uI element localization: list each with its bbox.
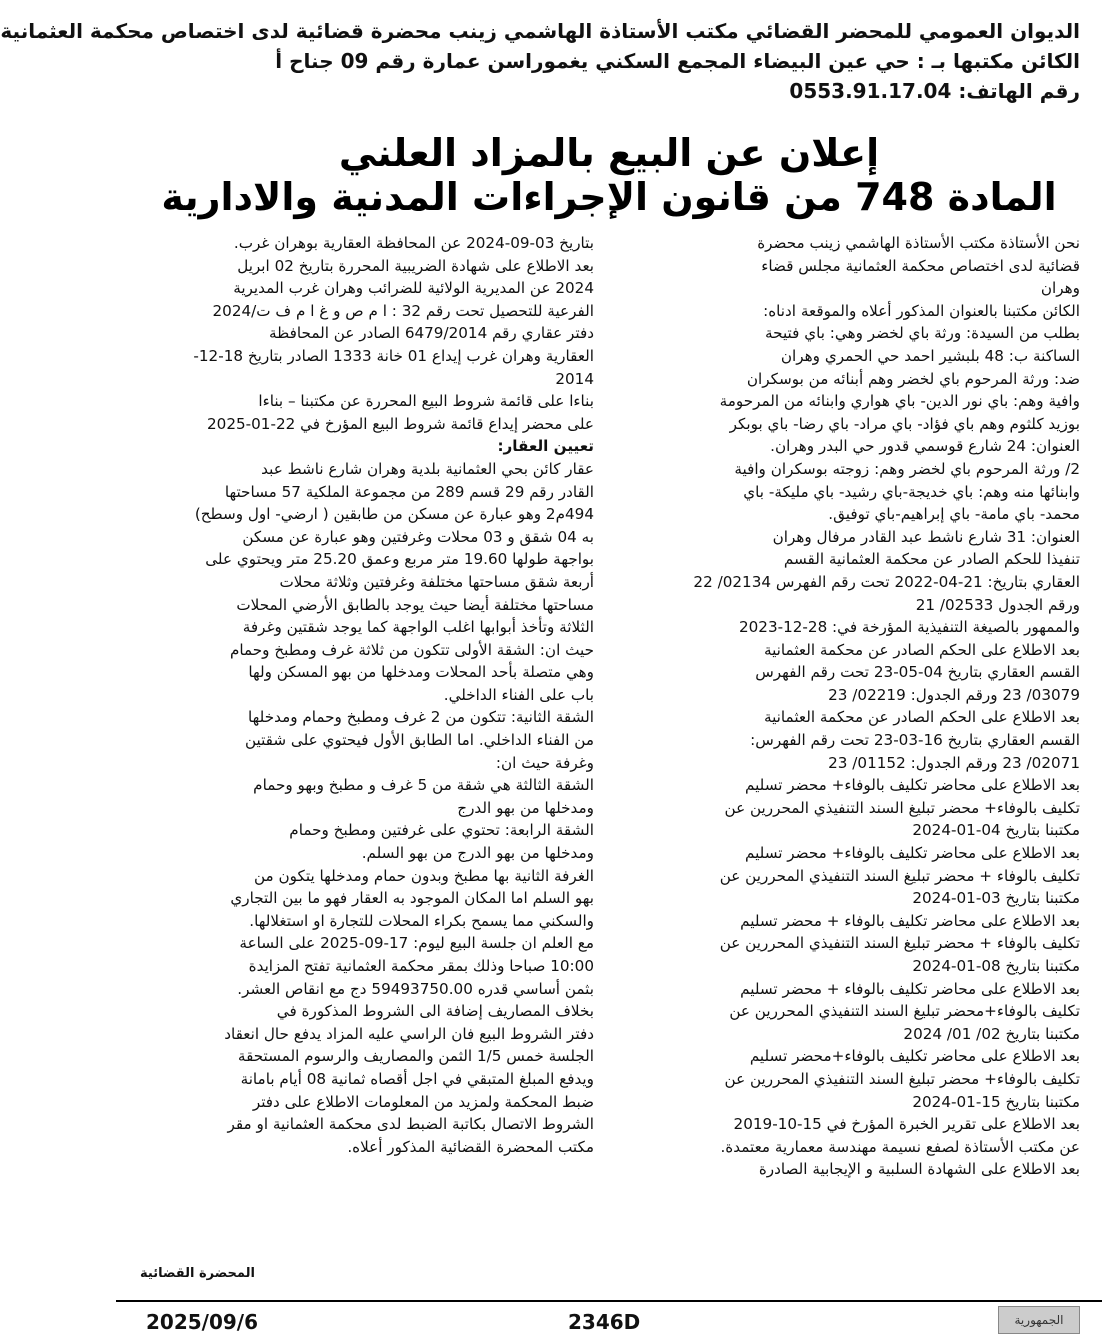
- text-line: على محضر إيداع قائمة شروط البيع المؤرخ في 22-01-2025: [207, 414, 594, 433]
- text-line: 02071/ 23 ورقم الجدول: 01152/ 23: [828, 753, 1080, 772]
- text-line: 494م2 وهو عبارة عن مسكن من طابقين ( ارضي- اول وسطح): [194, 505, 594, 524]
- text-line: تكليف بالوفاء+ محضر تبليغ السند التنفيذي المحررين عن: [724, 1069, 1080, 1088]
- text-line: بعد الاطلاع على الحكم الصادر عن محكمة العثمانية: [763, 640, 1080, 659]
- text-line: والسكني مما يسمح بكراء المحلات للتجارة او استغلالها.: [249, 911, 594, 930]
- text-line: مكتبنا بتاريخ 03-01-2024: [912, 889, 1080, 908]
- text-line: وهران: [1040, 279, 1080, 298]
- text-line: الكائن مكتبنا بالعنوان المذكور أعلاه والموقعة ادناه:: [763, 301, 1080, 320]
- text-line: العنوان: 24 شارع قوسمي قدور حي البدر وهران.: [770, 437, 1080, 456]
- text-line: عقار كائن بحي العثمانية بلدية وهران شارع ناشط عبد: [261, 459, 594, 478]
- text-line: نحن الأستاذة مكتب الأستاذة الهاشمي زينب محضرة: [757, 234, 1080, 252]
- newspaper-logo: الجمهورية: [998, 1306, 1080, 1334]
- text-line: وافية وهم: باي نور الدين- باي هواري وابنائه من المرحومة: [719, 392, 1080, 411]
- text-line: بعد الاطلاع على محاضر تكليف بالوفاء+ محضر تسليم: [744, 844, 1080, 863]
- text-line: بعد الاطلاع على محاضر تكليف بالوفاء+ محضر تسليم: [744, 776, 1080, 795]
- text-line: مكتبنا بتاريخ 04-01-2024: [912, 821, 1080, 840]
- text-line: بناءا على قائمة شروط البيع المحررة عن مكتبنا – بناءا: [258, 392, 594, 411]
- text-line: القادر رقم 29 قسم 289 من مجموعة الملكية 57 مساحتها: [224, 482, 594, 501]
- text-line: العقارية وهران غرب إيداع 01 خانة 1333 الصادر بتاريخ 18-12-: [193, 346, 594, 365]
- announcement-header: [0, 16, 1080, 106]
- text-line: 10:00 صباحا وذلك بمقر محكمة العثمانية تفتح المزايدة: [248, 957, 594, 975]
- text-line: تنفيذا للحكم الصادر عن محكمة العثمانية القسم: [783, 550, 1080, 569]
- announcement-title: إعلان عن البيع بالمزاد العلني: [338, 131, 880, 175]
- text-line: مكتبنا بتاريخ 15-01-2024: [912, 1092, 1080, 1111]
- text-line: 03079/ 23 ورقم الجدول: 02219/ 23: [828, 685, 1080, 704]
- text-line: مكتبنا بتاريخ 02/ 01/ 2024: [903, 1024, 1080, 1043]
- text-line: بثمن أساسي قدره 59493750.00 دج مع انقاص العشر.: [237, 979, 594, 998]
- text-line: تكليف بالوفاء+محضر تبليغ السند التنفيذي المحررين عن: [729, 1002, 1080, 1021]
- text-line: تكليف بالوفاء + محضر تبليغ السند التنفيذي المحررين عن: [719, 934, 1080, 953]
- text-line: بعد الاطلاع على الشهادة السلبية و الإيجابية الصادرة: [758, 1160, 1080, 1179]
- text-line: 2014: [555, 369, 594, 388]
- text-line: بعد الاطلاع على الحكم الصادر عن محكمة العثمانية: [763, 708, 1080, 727]
- text-line: الساكنة ب: 48 بلبشير احمد حي الحمري وهران: [780, 346, 1080, 365]
- text-line: بعد الاطلاع على شهادة الضريبية المحررة بتاريخ 02 ابريل: [237, 256, 594, 275]
- text-line: تكليف بالوفاء + محضر تبليغ السند التنفيذي المحررين عن: [719, 866, 1080, 885]
- text-line: بعد الاطلاع على محاضر تكليف بالوفاء + محضر تسليم: [740, 911, 1080, 930]
- footer-date: 2025/09/6: [146, 1310, 259, 1334]
- text-line: العقاري بتاريخ: 21-04-2022 تحت رقم الفهرس 02134/ 22: [693, 572, 1080, 591]
- text-line: بعد الاطلاع على محاضر تكليف بالوفاء + محضر تسليم: [740, 979, 1080, 998]
- text-line: الغرفة الثانية بها مطبخ وبدون حمام ومدخلها يتكون من: [253, 866, 594, 885]
- text-line: الشقة الثانية: تتكون من 2 غرف ومطبخ وحمام ومدخلها: [248, 708, 594, 727]
- text-line: الشقة الثالثة هي شقة من 5 غرف و مطبخ وبهو وحمام: [253, 776, 594, 795]
- text-line: به 04 شقق و 03 محلات وغرفتين وهو عبارة عن مسكن: [242, 527, 594, 546]
- text-line: الثلاثة وتأخذ أبوابها اغلب الواجهة كما يوجد شقتين وغرفة: [242, 618, 594, 637]
- header-line-2: الكائن مكتبها بـ : حي عين البيضاء المجمع السكني يغموراسن عمارة رقم 09 جناح أ: [275, 49, 1080, 73]
- text-line: مكتبنا بتاريخ 08-01-2024: [912, 957, 1080, 975]
- text-line: محمد- باي مامة- باي إبراهيم-باي توفيق.: [828, 505, 1080, 524]
- text-line: ورقم الجدول 02533/ 21: [915, 595, 1080, 614]
- text-line: الشروط الاتصال بكاتبة الضبط لدى محكمة العثمانية او مقر: [227, 1115, 594, 1134]
- text-line: بخلاف المصاريف إضافة الى الشروط المذكورة في: [276, 1002, 594, 1021]
- text-line: بواجهة طولها 19.60 متر مربع وعمق 25.20 متر ويحتوي على: [205, 550, 594, 569]
- announcement-subtitle: المادة 748 من قانون الإجراءات المدنية والادارية: [161, 175, 1057, 219]
- text-line: باب على الفناء الداخلي.: [443, 685, 594, 704]
- text-line: مع العلم ان جلسة البيع ليوم: 17-09-2025 على الساعة: [239, 934, 594, 953]
- text-line: بعد الاطلاع على تقرير الخبرة المؤرخ في 15-10-2019: [733, 1115, 1080, 1134]
- text-line: 2/ ورثة المرحوم باي لخضر وهم: زوجته بوسكران وافية: [734, 459, 1080, 478]
- text-line: وابنائها منه وهم: باي خديجة-باي رشيد- باي مليكة- باي: [743, 482, 1080, 501]
- text-line: القسم العقاري بتاريخ 16-03-23 تحت رقم الفهرس:: [750, 731, 1080, 750]
- text-line: بطلب من السيدة: ورثة باي لخضر وهي: باي فتيحة: [765, 324, 1080, 343]
- text-line: القسم العقاري بتاريخ 04-05-23 تحت رقم الفهرس: [755, 663, 1080, 682]
- text-line: مساحتها مختلفة أيضا حيث يوجد بالطابق الأرضي المحلات: [236, 595, 594, 614]
- text-line: العنوان: 31 شارع ناشط عبد القادر مرفال وهران: [772, 527, 1080, 546]
- right-text-column: [608, 232, 1080, 1181]
- text-line: ومدخلها من بهو الدرج من بهو السلم.: [361, 844, 594, 863]
- text-line: ومدخلها من بهو الدرج: [457, 798, 594, 817]
- text-line: بهو السلم اما المكان الموجود به العقار فهو ما بين التجاري: [230, 889, 594, 908]
- text-line: دفتر الشروط البيع فان الراسي عليه المزاد يدفع حال انعقاد: [224, 1024, 594, 1043]
- text-line: الجلسة خمس 1/5 الثمن والمصاريف والرسوم المستحقة: [237, 1047, 594, 1066]
- text-line: حيث ان: الشقة الأولى تتكون من ثلاثة غرف ومطبخ وحمام: [229, 640, 594, 659]
- text-line: ويدفع المبلغ المتبقي في اجل أقصاه ثمانية 08 أيام بامانة: [240, 1069, 594, 1088]
- page-footer: [116, 1300, 1102, 1336]
- text-line: عن مكتب الأستاذة لصفع نسيمة مهندسة معمارية معتمدة.: [720, 1137, 1080, 1156]
- text-line: الشقة الرابعة: تحتوي على غرفتين ومطبخ وحمام: [289, 821, 594, 840]
- text-line: ضد: ورثة المرحوم باي لخضر وهم أبنائه من بوسكران: [746, 369, 1080, 388]
- text-line: مكتب المحضرة القضائية المذكور أعلاه.: [347, 1137, 594, 1156]
- text-line: قضائية لدى اختصاص محكمة العثمانية مجلس قضاء: [761, 256, 1080, 275]
- text-line: والممهور بالصيغة التنفيذية المؤرخة في: 28-12-2023: [738, 618, 1080, 637]
- text-line: ضبط المحكمة ولمزيد من المعلومات الاطلاع على دفتر: [252, 1092, 594, 1111]
- text-line: بوزيد كلثوم وهم باي فؤاد- باي مراد- باي رضا- باي بوبكر: [729, 414, 1080, 433]
- text-line: من الفناء الداخلي. اما الطابق الأول فيحتوي على شقتين: [244, 731, 594, 750]
- left-text-column: [138, 232, 594, 1158]
- text-line: بتاريخ 03-09-2024 عن المحافظة العقارية بوهران غرب.: [233, 234, 594, 252]
- text-line: وهي متصلة بأحد المحلات ومدخلها من بهو المسكن ولها: [248, 663, 594, 682]
- header-line-3: رقم الهاتف: 0553.91.17.04: [789, 79, 1080, 103]
- text-line: تعيين العقار:: [497, 437, 594, 456]
- text-line: أربعة شقق مساحتها مختلفة وغرفتين وثلاثة محلات: [279, 572, 594, 591]
- text-line: تكليف بالوفاء+ محضر تبليغ السند التنفيذي المحررين عن: [724, 798, 1080, 817]
- text-line: دفتر عقاري رقم 6479/2014 الصادر عن المحافظة: [269, 324, 594, 343]
- footer-page-number: 2346D: [568, 1310, 641, 1334]
- signature: المحضرة القضائية: [140, 1266, 255, 1281]
- text-line: وغرفة حيث ان:: [495, 753, 594, 772]
- text-line: 2024 عن المديرية الولائية للضرائب وهران غرب المديرية: [233, 279, 594, 298]
- header-line-1: الديوان العمومي للمحضر القضائي مكتب الأستاذة الهاشمي زينب محضرة قضائية لدى اختصاص محكمة العثمانية: [0, 19, 1080, 43]
- text-line: الفرعية للتحصيل تحت رقم 32 : ا م ص و غ ا م ف ت/2024: [212, 301, 594, 320]
- text-line: بعد الاطلاع على محاضر تكليف بالوفاء+محضر تسليم: [749, 1047, 1080, 1066]
